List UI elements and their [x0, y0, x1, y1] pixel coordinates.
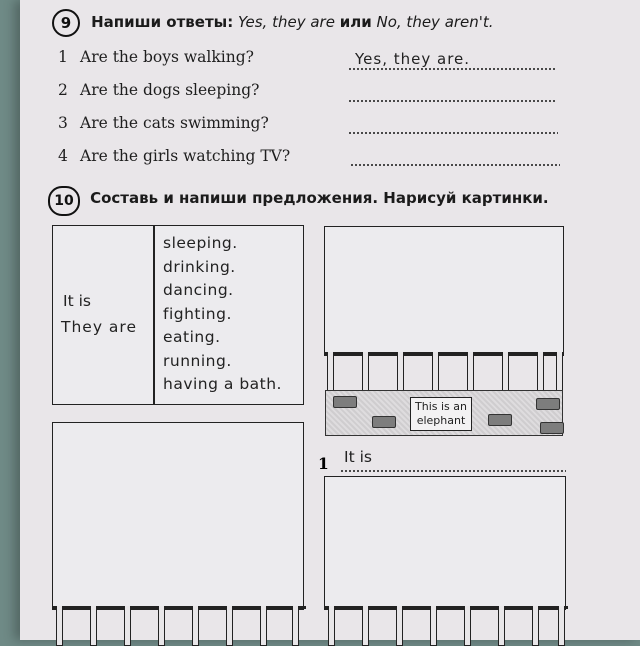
balcony-railing: [324, 606, 568, 646]
answer-line[interactable]: [348, 132, 558, 134]
question-number: 3: [58, 114, 68, 132]
question-text: Are the dogs sleeping?: [80, 81, 260, 99]
question-text: Are the boys walking?: [80, 48, 254, 66]
word-table: [52, 225, 304, 405]
verb-item: fighting.: [163, 304, 232, 323]
answer-line[interactable]: [340, 470, 566, 472]
question-number: 4: [58, 147, 68, 165]
table-divider: [153, 226, 155, 404]
wall-stone: [488, 414, 512, 426]
question-number: 1: [58, 48, 68, 66]
subject-item: They are: [61, 318, 137, 336]
answer-line[interactable]: [350, 164, 560, 166]
verb-item: eating.: [163, 328, 221, 346]
exercise-9-phrase-yes: Yes, they are: [233, 13, 340, 31]
question-row: [58, 48, 254, 66]
exercise-10-heading: [48, 186, 549, 216]
question-row: [58, 147, 290, 165]
sign-line: This is an: [415, 400, 467, 413]
exercise-9-instruction: Напиши ответы:: [91, 13, 234, 31]
exercise-10-instruction: Составь и напиши предложения. Нарисуй картинки.: [90, 189, 549, 207]
exercise-9-phrase-no: No, they aren't.: [371, 13, 494, 31]
question-text: Are the girls watching TV?: [80, 147, 291, 165]
verb-item: drinking.: [163, 257, 236, 276]
verb-item: having a bath.: [163, 375, 282, 393]
exercise-number-9: 9: [52, 9, 80, 37]
elephant-sign: [410, 397, 472, 431]
answer-text: Yes, they are.: [355, 50, 471, 68]
exercise-number-10: 10: [48, 186, 80, 216]
answer-number: 1: [318, 454, 329, 473]
wall-stone: [333, 396, 357, 408]
verb-item: sleeping.: [163, 234, 238, 252]
verb-item: running.: [163, 351, 232, 370]
sign-line: elephant: [416, 414, 466, 427]
question-text: Are the cats swimming?: [80, 114, 269, 132]
wall-stone: [536, 398, 560, 410]
balcony-railing: [52, 606, 306, 646]
exercise-9-heading: [52, 9, 494, 37]
answer-line[interactable]: [348, 68, 556, 70]
wall-stone: [540, 422, 564, 434]
question-row: [58, 114, 269, 132]
subject-item: It is: [63, 292, 91, 310]
answer-line[interactable]: [348, 100, 556, 102]
question-row: [58, 81, 259, 99]
verb-column: [163, 232, 282, 397]
wall-stone: [372, 416, 396, 428]
verb-item: dancing.: [163, 281, 234, 299]
subject-column: [61, 288, 137, 340]
exercise-9-or: или: [339, 13, 372, 31]
answer-text: It is: [344, 448, 372, 466]
drawing-frame[interactable]: [324, 476, 566, 610]
balcony-railing: [324, 352, 564, 392]
question-number: 2: [58, 81, 68, 99]
drawing-frame[interactable]: [52, 422, 304, 610]
drawing-frame[interactable]: [324, 226, 564, 356]
